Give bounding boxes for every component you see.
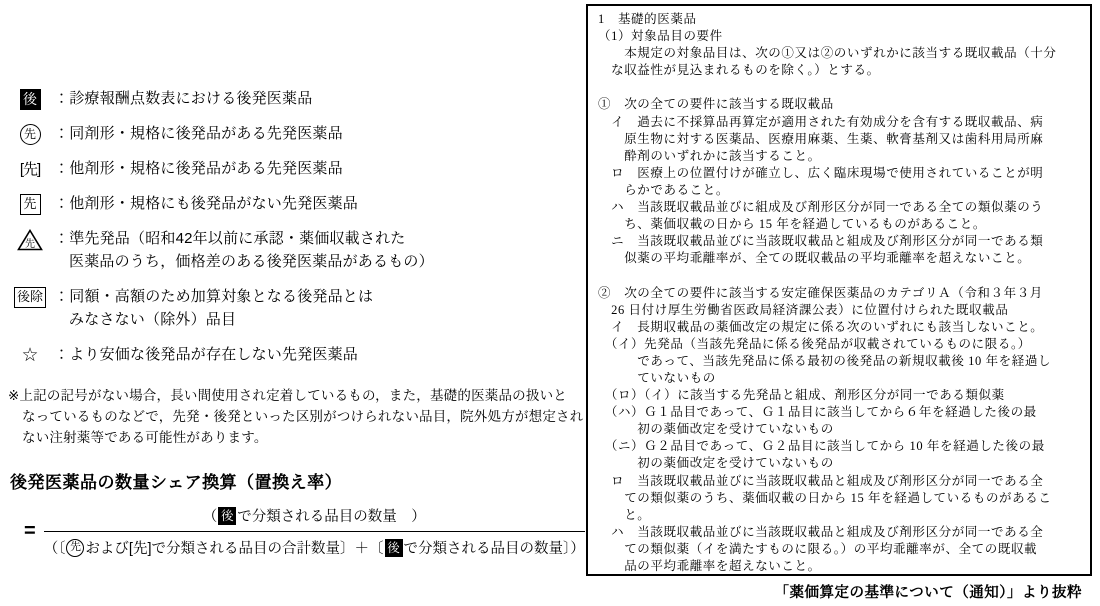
excerpt-line <box>598 267 1084 284</box>
legend-label: ：他剤形・規格に後発品がある先発医薬品 <box>54 160 343 177</box>
excerpt-line: 初の薬価改定を受けていないもの <box>598 422 834 437</box>
footnote-line: ※上記の記号がない場合，長い間使用され定着しているもの，また，基礎的医薬品の扱いと <box>8 388 567 403</box>
kouhatsu-exclusion-mark-icon: 後除 <box>14 287 46 308</box>
legend-label: ：他剤形・規格にも後発品がない先発医薬品 <box>54 195 359 212</box>
excerpt-line: ② 次の全ての要件に該当する安定確保医薬品のカテゴリＡ（令和３年３月 <box>598 285 1043 300</box>
numerator-text-pre: （ <box>202 509 218 525</box>
excerpt-line: 原生物に対する医薬品、医療用麻薬、生薬、軟膏基剤又は歯科用局所麻 <box>598 131 1044 146</box>
senpatsu-box-mark-icon: 先 <box>20 194 41 215</box>
footnote-line: ない注射薬等である可能性があります。 <box>22 430 268 445</box>
excerpt-line: ての類似薬（イを満たすものに限る。）の平均乖離率が、全ての既収載 <box>598 541 1038 556</box>
fraction-denominator <box>44 531 585 558</box>
legend-label-block <box>54 88 578 110</box>
symbol-cell <box>6 344 54 366</box>
excerpt-line: 本規定の対象品目は、次の①又は②のいずれかに該当する既収載品（十分 <box>598 46 1057 61</box>
legend-label: ：同額・高額のため加算対象となる後発品とは <box>54 288 374 305</box>
excerpt-line: 初の薬価改定を受けていないもの <box>598 456 834 471</box>
replacement-rate-formula <box>24 505 585 558</box>
excerpt-line: ての類似薬のうち、薬価収載の日から 15 年を経過しているものがあるこ <box>598 490 1052 505</box>
legend-item-kouhatsu-exclusion <box>6 286 578 331</box>
senpatsu-circle-mark-icon: 先 <box>66 539 84 557</box>
denominator-text-post: で分類される品目の数量〕） <box>403 541 585 557</box>
legend-item-star <box>6 344 578 366</box>
triangle-char: 先 <box>25 239 35 250</box>
formula-heading: 後発医薬品の数量シェア換算（置換え率） <box>10 473 343 492</box>
excerpt-line: 1 基礎的医薬品 <box>598 12 697 26</box>
legend-item-jun-senpatsu <box>6 228 578 273</box>
legend-label: ：同剤形・規格に後発品がある先発医薬品 <box>54 125 343 142</box>
equals-sign: = <box>24 520 36 542</box>
excerpt-line: （イ）先発品（当該先発品に係る後発品が収載されているものに限る。） <box>598 336 1031 351</box>
footnote <box>8 385 584 448</box>
legend-label-block <box>54 228 578 273</box>
excerpt-line: であって、当該先発品に係る最初の後発品の新規収載後 10 年を経過し <box>598 353 1052 368</box>
excerpt-line: （ニ）Ｇ２品目であって、Ｇ２品目に該当してから 10 年を経過した後の最 <box>598 439 1045 454</box>
legend-item-senpatsu-other-form <box>6 158 578 180</box>
excerpt-line: ニ 当該既収載品並びに当該既収載品と組成及び剤形区分が同一である類 <box>598 234 1044 249</box>
legend-item-senpatsu-same-form <box>6 123 578 145</box>
excerpt-line: ロ 医療上の位置付けが確立し、広く臨床現場で使用されていることが明 <box>598 165 1044 180</box>
legend-label-line2: 医薬品のうち，価格差のある後発医薬品があるもの） <box>69 253 434 270</box>
legend-label-block <box>54 286 578 331</box>
excerpt-line: 26 日付け厚生労働省医政局経済課公表）に位置付けられた既収載品 <box>598 302 1009 317</box>
regulation-excerpt-box <box>586 4 1092 576</box>
excerpt-line: 品の平均乖離率を超えないこと。 <box>598 559 821 573</box>
excerpt-line: ハ 当該既収載品並びに当該既収載品と組成及び剤形区分が同一である全 <box>598 524 1044 539</box>
excerpt-line: ロ 当該既収載品並びに当該既収載品と組成及び剤形区分が同一である全 <box>598 473 1044 488</box>
legend-item-kouhatsu <box>6 88 578 110</box>
excerpt-line: らかであること。 <box>598 182 730 197</box>
legend-label-block <box>54 344 578 366</box>
fraction-numerator <box>44 505 585 531</box>
jun-senpatsu-triangle-mark-icon <box>17 229 43 251</box>
symbol-cell <box>6 193 54 215</box>
symbol-legend <box>6 88 578 366</box>
footnote-line: なっているものなどで，先発・後発といった区別がつけられない品目，院外処方が想定され <box>22 409 584 424</box>
legend-label: ：準先発品（昭和42年以前に承認・薬価収載された <box>54 230 406 247</box>
star-icon: ☆ <box>21 345 39 366</box>
symbol-cell <box>6 123 54 145</box>
legend-label-block <box>54 158 578 180</box>
excerpt-line: ハ 当該既収載品並びに組成及び剤形区分が同一である全ての類似薬のう <box>598 200 1044 215</box>
symbol-cell <box>6 228 54 251</box>
legend-label-block <box>54 123 578 145</box>
excerpt-line: （1）対象品目の要件 <box>598 29 723 44</box>
excerpt-line: と。 <box>598 507 651 522</box>
senpatsu-circle-mark-icon: 先 <box>20 124 41 145</box>
excerpt-line: 似薬の平均乖離率が、全ての既収載品の平均乖離率を超えないこと。 <box>598 251 1031 266</box>
kouhatsu-black-mark-icon: 後 <box>20 89 41 110</box>
excerpt-line: な収益性が見込まれるものを除く。）とする。 <box>598 63 880 78</box>
legend-label-block <box>54 193 578 215</box>
legend-label: ：診療報酬点数表における後発医薬品 <box>54 90 313 107</box>
excerpt-line: （ハ）Ｇ１品目であって、Ｇ１品目に該当してから６年を経過した後の最 <box>598 405 1037 420</box>
legend-panel <box>6 88 585 558</box>
legend-label: ：より安価な後発品が存在しない先発医薬品 <box>54 346 359 363</box>
symbol-cell <box>6 158 54 180</box>
legend-item-senpatsu-no-generic <box>6 193 578 215</box>
legend-label-line2: みなさない（除外）品目 <box>69 311 237 328</box>
senpatsu-bracket-mark-icon: [先] <box>19 161 41 178</box>
numerator-text-post: で分類される品目の数量 ） <box>237 509 426 525</box>
excerpt-line: ① 次の全ての要件に該当する既収載品 <box>598 97 834 112</box>
symbol-cell <box>6 286 54 308</box>
excerpt-line: （ロ）（イ）に該当する先発品と組成、剤形区分が同一である類似薬 <box>598 388 1005 403</box>
excerpt-line: ち、薬価収載の日から 15 年を経過しているものがあること。 <box>598 217 986 232</box>
symbol-cell <box>6 88 54 110</box>
kouhatsu-black-mark-icon: 後 <box>385 539 403 557</box>
excerpt-line: イ 過去に不採算品再算定が適用された有効成分を含有する既収載品、病 <box>598 114 1044 129</box>
fraction <box>44 505 585 558</box>
excerpt-line: 酔剤のいずれかに該当すること。 <box>598 148 821 163</box>
source-caption: 「薬価算定の基準について（通知）」より抜粋 <box>774 585 1082 601</box>
excerpt-line: イ 長期収載品の薬価改定の規定に係る次のいずれにも該当しないこと。 <box>598 319 1044 334</box>
denominator-text-pre: （〔 <box>43 541 66 557</box>
excerpt-line <box>598 79 1084 96</box>
kouhatsu-black-mark-icon: 後 <box>218 507 236 525</box>
denominator-text-mid: および[先]で分類される品目の合計数量〕＋〔 <box>85 541 384 557</box>
excerpt-line: ていないもの <box>598 370 716 385</box>
